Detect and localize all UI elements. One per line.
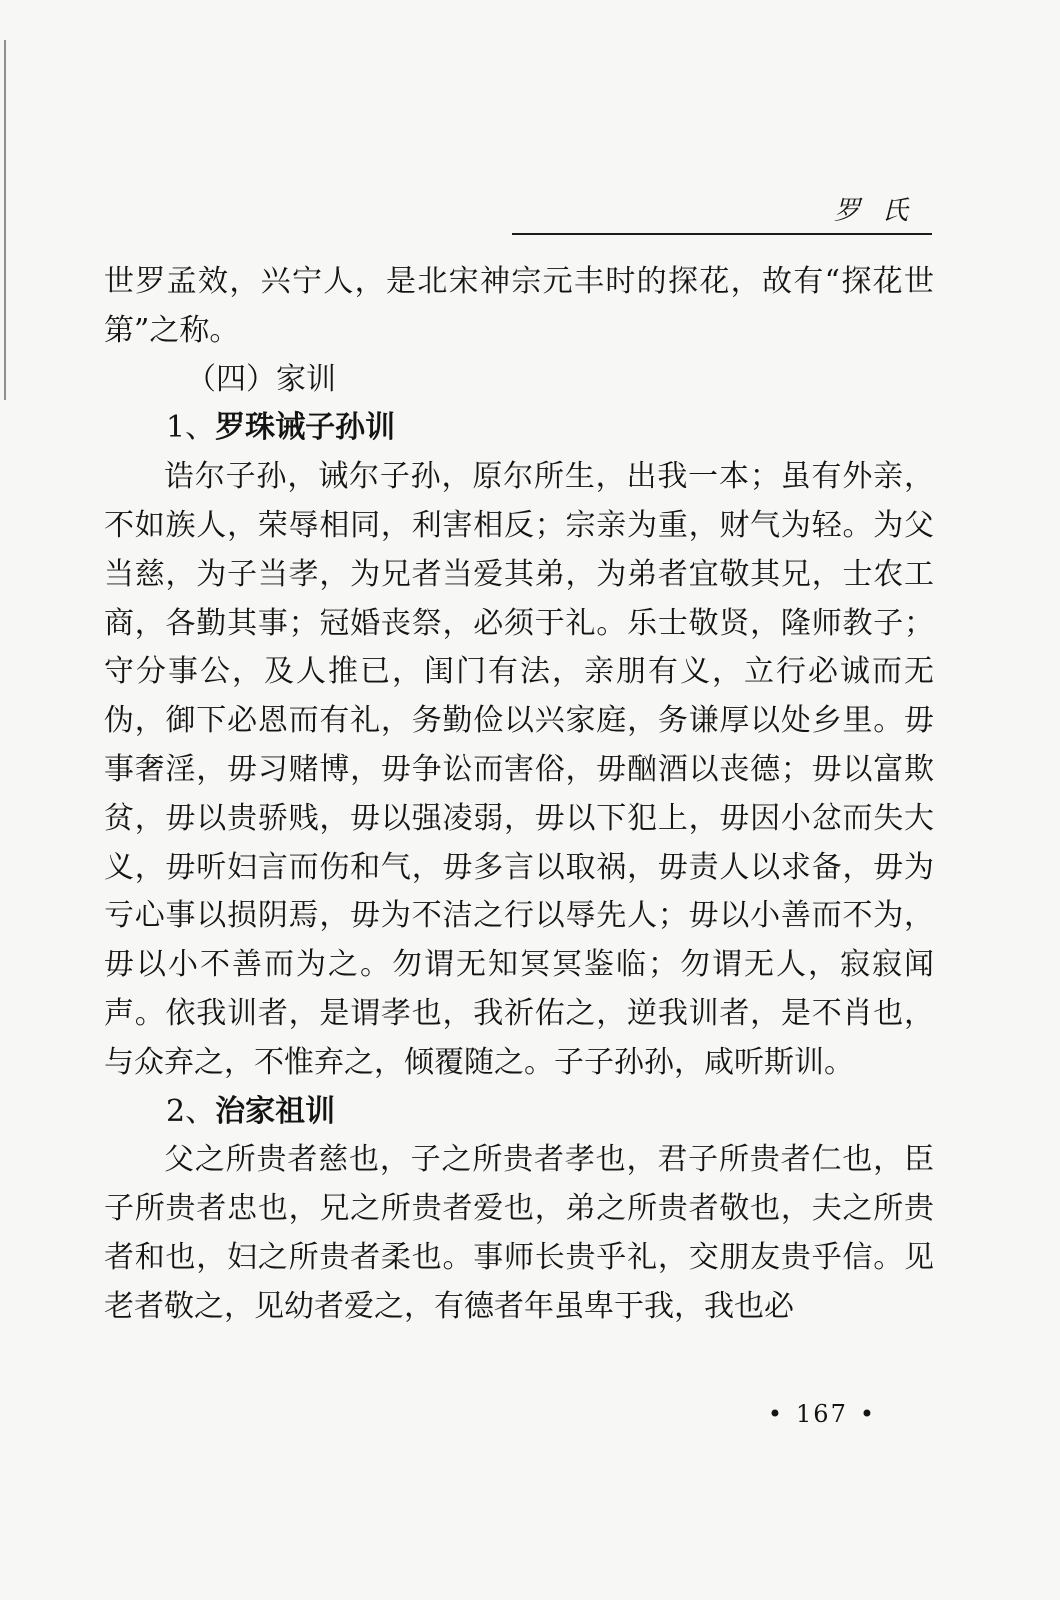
running-header: 罗氏: [833, 196, 930, 226]
paragraph-family-precepts: 父之所贵者慈也，子之所贵者孝也，君子所贵者仁也，臣子所贵者忠也，兄之所贵者爱也，弟之所贵者敬也，夫之所贵者和也，妇之所贵者柔也。事师长贵乎礼，交朋友贵乎信。见老者敬之，见幼者爱之，有德者年虽卑于我，我也必: [104, 1142, 934, 1324]
section-heading: （四）家训: [186, 361, 336, 397]
body-text: [104, 258, 934, 1332]
subheading-2-title: 治家祖训: [215, 1093, 336, 1129]
subheading-2-number: 2、: [166, 1093, 216, 1129]
paragraph-continuation: 世罗孟效，兴宁人，是北宋神宗元丰时的探花，故有“探花世第”之称。: [104, 264, 934, 348]
subheading-1-number: 1、: [166, 410, 216, 446]
page-number: [756, 1400, 888, 1428]
subheading-2: [104, 1088, 934, 1137]
page-edge-mark: [4, 40, 6, 400]
paragraph-luozhu-admonition: 诰尔子孙，诫尔子孙，原尔所生，出我一本；虽有外亲，不如族人，荣辱相同，利害相反；宗亲为重，财气为轻。为父当慈，为子当孝，为兄者当爱其弟，为弟者宜敬其兄，士农工商，各勤其事；冠婚丧祭，必须于礼。乐士敬贤，隆师教子；守分事公，及人推已，闺门有法，亲朋有义，立行必诚而无伪，御下必恩而有礼，务勤俭以兴家庭，务谦厚以处乡里。毋事奢淫，毋习赌博，毋争讼而害俗，毋酗酒以丧德；毋以富欺贫，毋以贵骄贱，毋以强凌弱，毋以下犯上，毋因小忿而失大义，毋听妇言而伤和气，毋多言以取祸，毋责人以求备，毋为亏心事以损阴焉，毋为不洁之行以辱先人；毋以小善而不为，毋以小不善而为之。勿谓无知冥冥鉴临；勿谓无人，寂寂闻声。依我训者，是谓孝也，我祈佑之，逆我训者，是不肖也，与众弃之，不惟弃之，倾覆随之。子子孙孙，咸听斯训。: [104, 459, 934, 1080]
subheading-1-title: 罗珠诫子孙训: [215, 410, 396, 446]
folio-dot-right: •: [859, 1400, 876, 1428]
page-number-value: 167: [796, 1400, 848, 1428]
header-rule: [512, 233, 932, 235]
folio-dot-left: •: [767, 1400, 785, 1428]
subheading-1: [104, 404, 934, 453]
